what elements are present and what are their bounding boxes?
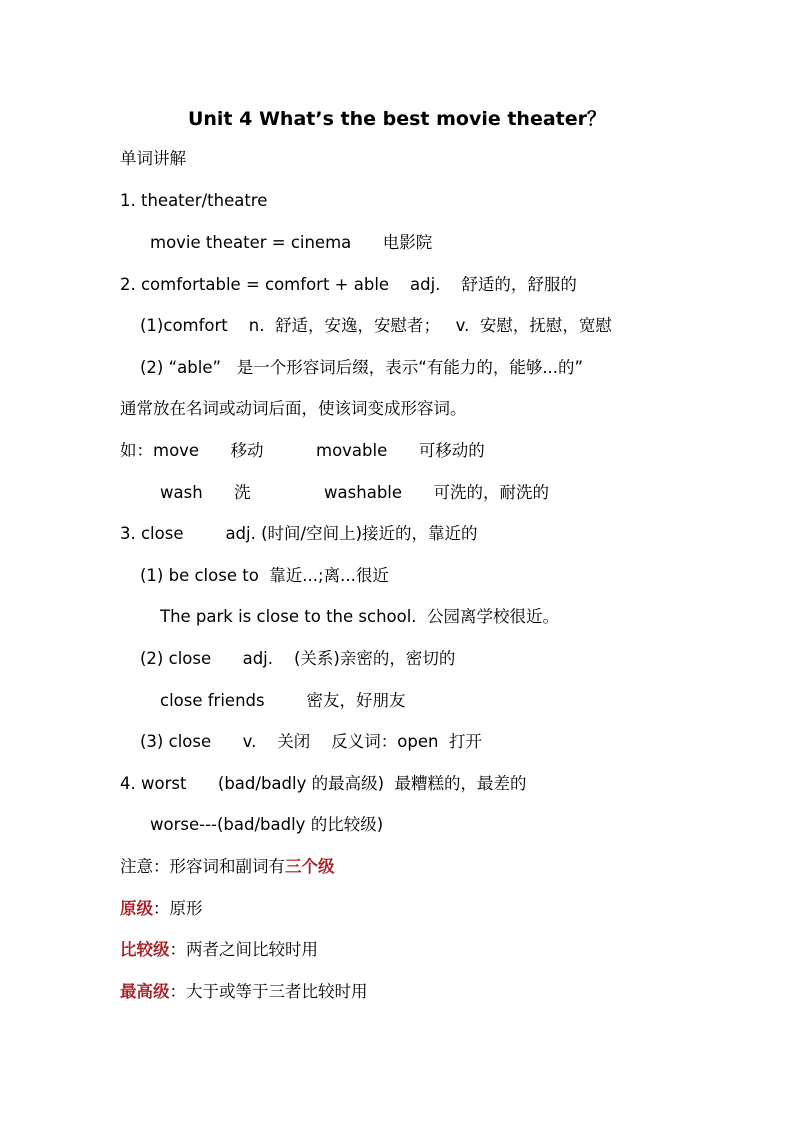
entry-3-sub-3: (3) close v. 关闭 反义词：open 打开 — [140, 732, 482, 751]
entry-3-sub-1: (1) be close to 靠近...;离...很近 — [140, 566, 389, 585]
page-title: Unit 4 What’s the best movie theater？ — [187, 108, 607, 130]
entry-2-sub-2: (2) “able” 是一个形容词后缀，表示“有能力的，能够...的” — [140, 358, 584, 377]
entry-2-heading: 2. comfortable = comfort + able adj. 舒适的，舒服的 — [120, 275, 577, 294]
entry-4-heading: 4. worst (bad/badly 的最高级) 最糟糕的，最差的 — [120, 774, 527, 793]
entry-1-line: movie theater = cinema 电影院 — [150, 233, 433, 252]
entry-3-example-2: close friends 密友，好朋友 — [160, 691, 406, 710]
entry-1-heading: 1. theater/theatre — [120, 191, 268, 210]
degree-desc: ：原形 — [153, 899, 203, 918]
entry-2-sub-1: (1)comfort n. 舒适，安逸，安慰者； v. 安慰，抚慰，宽慰 — [140, 316, 612, 335]
note-line — [120, 856, 335, 878]
degree-desc: ：两者之间比较时用 — [169, 940, 318, 959]
example-wash: wash 洗 washable 可洗的，耐洗的 — [160, 483, 550, 502]
degree-comparative — [120, 939, 318, 961]
example-move: 如：move 移动 movable 可移动的 — [120, 441, 485, 460]
degree-label: 最高级 — [120, 982, 170, 1001]
entry-4-line: worse---(bad/badly 的比较级) — [150, 815, 384, 834]
degree-positive — [120, 898, 203, 920]
entry-3-heading: 3. close adj. (时间/空间上)接近的，靠近的 — [120, 524, 478, 543]
entry-3-example-1: The park is close to the school. 公园离学校很近。 — [160, 607, 560, 626]
entry-3-sub-2: (2) close adj. (关系)亲密的，密切的 — [140, 649, 456, 668]
entry-2-sub-2-continued: 通常放在名词或动词后面，使该词变成形容词。 — [120, 399, 467, 418]
degree-label: 原级 — [120, 899, 153, 918]
section-heading-vocabulary: 单词讲解 — [120, 149, 186, 168]
note-highlight: 三个级 — [285, 857, 335, 876]
degree-label: 比较级 — [120, 940, 170, 959]
degree-superlative — [120, 981, 368, 1003]
note-text: 注意：形容词和副词有 — [120, 857, 285, 876]
degree-desc: ：大于或等于三者比较时用 — [169, 982, 368, 1001]
